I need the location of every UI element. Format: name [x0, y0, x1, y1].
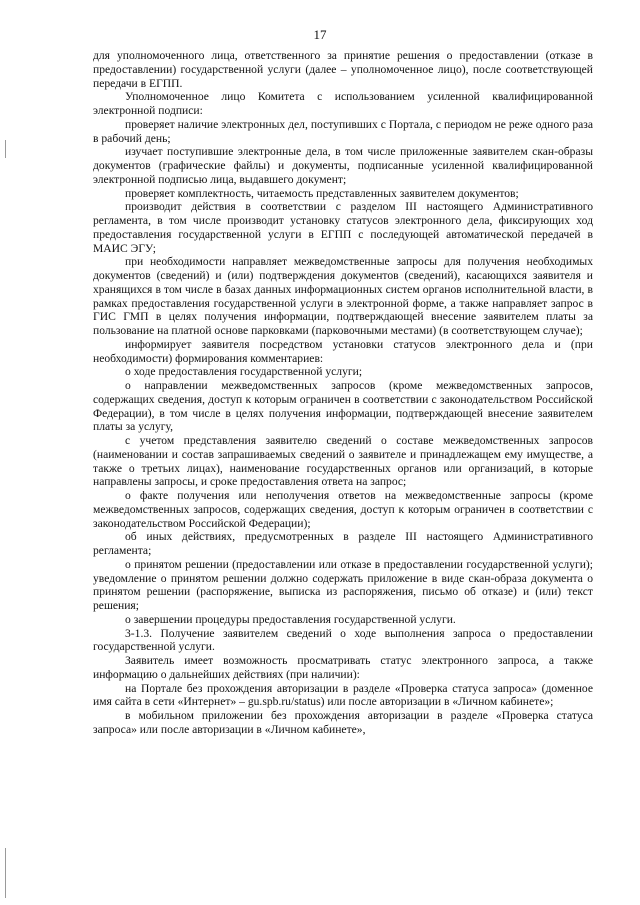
- paragraph-checks-cases: проверяет наличие электронных дел, поступивших с Портала, с периодом не реже одного раза в рабочий день;: [93, 117, 593, 145]
- paragraph-portal-status: на Портале без прохождения авторизации в разделе «Проверка статуса запроса» (доменное имя сайта в сети «Интернет» – gu.spb.ru/status) или после авторизации в «Личном кабинете»;: [93, 681, 593, 709]
- paragraph-requests-composition: с учетом представления заявителю сведений о составе межведомственных запросов (наименовании и состав запрашиваемых сведений о заявителе и принадлежащем ему имуществе, а также о третьих лицах), наименование государственных органов или организаций, в которые направлены запросы, и сроке предоставления ответа на запрос;: [93, 434, 593, 489]
- paragraph-mobile-app-status: в мобильном приложении без прохождения авторизации в разделе «Проверка статуса запроса» или после авторизации в «Личном кабинете»,: [93, 709, 593, 736]
- page-number: 17: [313, 27, 327, 42]
- paragraph-requests-sent: о направлении межведомственных запросов (кроме межведомственных запросов, содержащих сведения, доступ к которым ограничен в соответствии с законодательством Российской Федерации), в том числе в целях получения информации, подтверждающей внесение заявителем платы за услугу,: [93, 379, 593, 434]
- document-body: [93, 49, 593, 737]
- paragraph-status-view: Заявитель имеет возможность просматривать статус электронного запроса, а также информацию о дальнейших действиях (при наличии):: [93, 654, 593, 681]
- paragraph-procedure-completed: о завершении процедуры предоставления государственной услуги.: [125, 612, 456, 626]
- scan-edge-mark: [5, 848, 6, 898]
- paragraph-service-progress: о ходе предоставления государственной услуги;: [125, 365, 363, 379]
- paragraph-interagency-requests: при необходимости направляет межведомственные запросы для получения необходимых документов (сведений) и (или) подтверждения документов (сведений), касающихся заявителя и хранящихся в том числе в базах данных информационных систем органов исполнительной власти, в рамках предоставления государственной услуги в электронной форме, а также направляет запрос в ГИС ГМП в целях получения информации, подтверждающей внесение заявителем платы за пользование на платной основе парковками (парковочными местами) (в соответствующем случае);: [93, 255, 593, 337]
- paragraph-continuation: для уполномоченного лица, ответственного за принятие решения о предоставлении (отказе в предоставлении) государственной услуги (далее – уполномоченное лицо), после соответствующей передачи в ЕГПП.: [93, 49, 593, 90]
- paragraph-authorized-person: Уполномоченное лицо Комитета с использованием усиленной квалифицированной электронной подписи:: [93, 90, 593, 117]
- paragraph-responses-received: о факте получения или неполучения ответов на межведомственные запросы (кроме межведомственных запросов, содержащих сведения, доступ к которым ограничен в соответствии с законодательством Российской Федерации);: [93, 489, 593, 530]
- paragraph-decision-made: о принятом решении (предоставлении или отказе в предоставлении государственной услуги); уведомление о принятом решении должно содержать приложение в виде скан-образа документа о принятом решении (распоряжение, выписка из распоряжения, письмо об отказе) и (или) текст решения;: [93, 557, 593, 612]
- paragraph-performs-actions: производит действия в соответствии с разделом III настоящего Административного регламента, в том числе производит установку статусов электронного дела, фиксирующих ход предоставления государственной услуги в ЕГПП с последующей автоматической передачей в МАИС ЭГУ;: [93, 200, 593, 255]
- paragraph-section-3-1-3: 3-1.3. Получение заявителем сведений о ходе выполнения запроса о предоставлении государственной услуги.: [93, 626, 593, 654]
- scan-edge-mark: [5, 140, 6, 158]
- paragraph-informs-applicant: информирует заявителя посредством установки статусов электронного дела и (при необходимости) формирования комментариев:: [93, 337, 593, 365]
- paragraph-checks-completeness: проверяет комплектность, читаемость представленных заявителем документов;: [125, 186, 519, 200]
- paragraph-studies-cases: изучает поступившие электронные дела, в том числе приложенные заявителем скан-образы документов (графические файлы) и документы, подписанные усиленной квалифицированной электронной подписью лица, выдавшего документ;: [93, 145, 593, 186]
- paragraph-other-actions: об иных действиях, предусмотренных в разделе III настоящего Административного регламента;: [93, 530, 593, 557]
